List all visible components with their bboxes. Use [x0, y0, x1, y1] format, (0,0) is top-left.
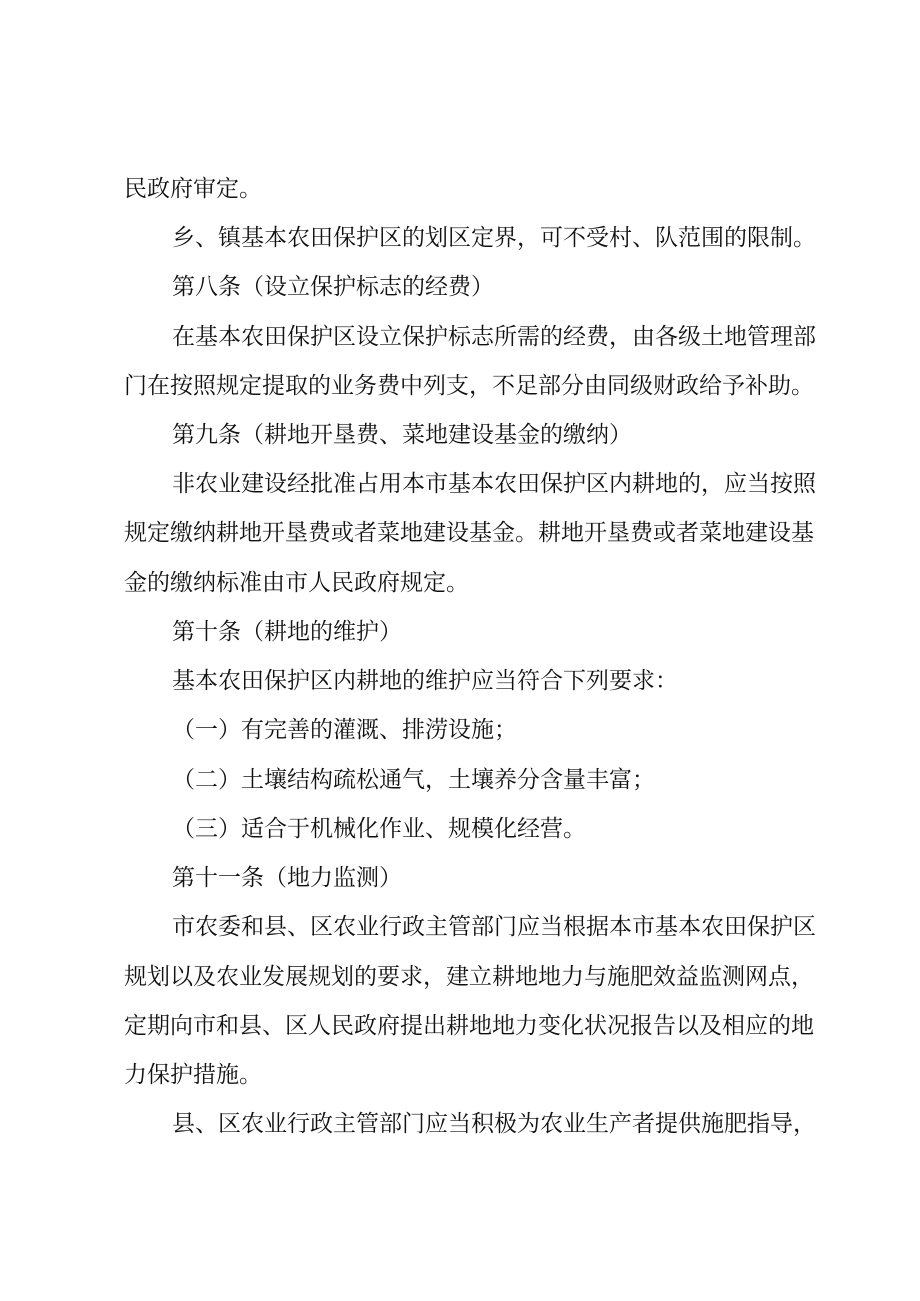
body-text-line: 力保护措施。: [124, 1062, 262, 1088]
article-heading: 第十一条（地力监测）: [172, 865, 402, 891]
list-item: （三）适合于机械化作业、规模化经营。: [172, 816, 586, 842]
paragraph-line: 基本农田保护区内耕地的维护应当符合下列要求：: [172, 668, 678, 694]
body-text-line: 规定缴纳耕地开垦费或者菜地建设基金。耕地开垦费或者菜地建设基: [124, 520, 814, 546]
paragraph-line: 乡、镇基本农田保护区的划区定界，可不受村、队范围的限制。: [172, 225, 816, 251]
body-text-line: 定期向市和县、区人民政府提出耕地地力变化状况报告以及相应的地: [124, 1013, 814, 1039]
article-heading: 第八条（设立保护标志的经费）: [172, 274, 494, 300]
paragraph-line: 在基本农田保护区设立保护标志所需的经费，由各级土地管理部: [172, 324, 816, 350]
list-item: （一）有完善的灌溉、排涝设施；: [172, 717, 517, 743]
paragraph-line: 市农委和县、区农业行政主管部门应当根据本市基本农田保护区: [172, 914, 816, 940]
list-item: （二）土壤结构疏松通气，土壤养分含量丰富；: [172, 767, 655, 793]
body-text-line: 民政府审定。: [124, 176, 262, 202]
article-heading: 第十条（耕地的维护）: [172, 619, 402, 645]
body-text-line: 门在按照规定提取的业务费中列支，不足部分由同级财政给予补助。: [124, 373, 814, 399]
body-text-line: 金的缴纳标准由市人民政府规定。: [124, 570, 469, 596]
body-text-line: 规划以及农业发展规划的要求，建立耕地地力与施肥效益监测网点，: [124, 964, 814, 990]
article-heading: 第九条（耕地开垦费、菜地建设基金的缴纳）: [172, 422, 632, 448]
paragraph-line: 非农业建设经批准占用本市基本农田保护区内耕地的，应当按照: [172, 471, 816, 497]
paragraph-line: 县、区农业行政主管部门应当积极为农业生产者提供施肥指导，: [172, 1111, 816, 1137]
